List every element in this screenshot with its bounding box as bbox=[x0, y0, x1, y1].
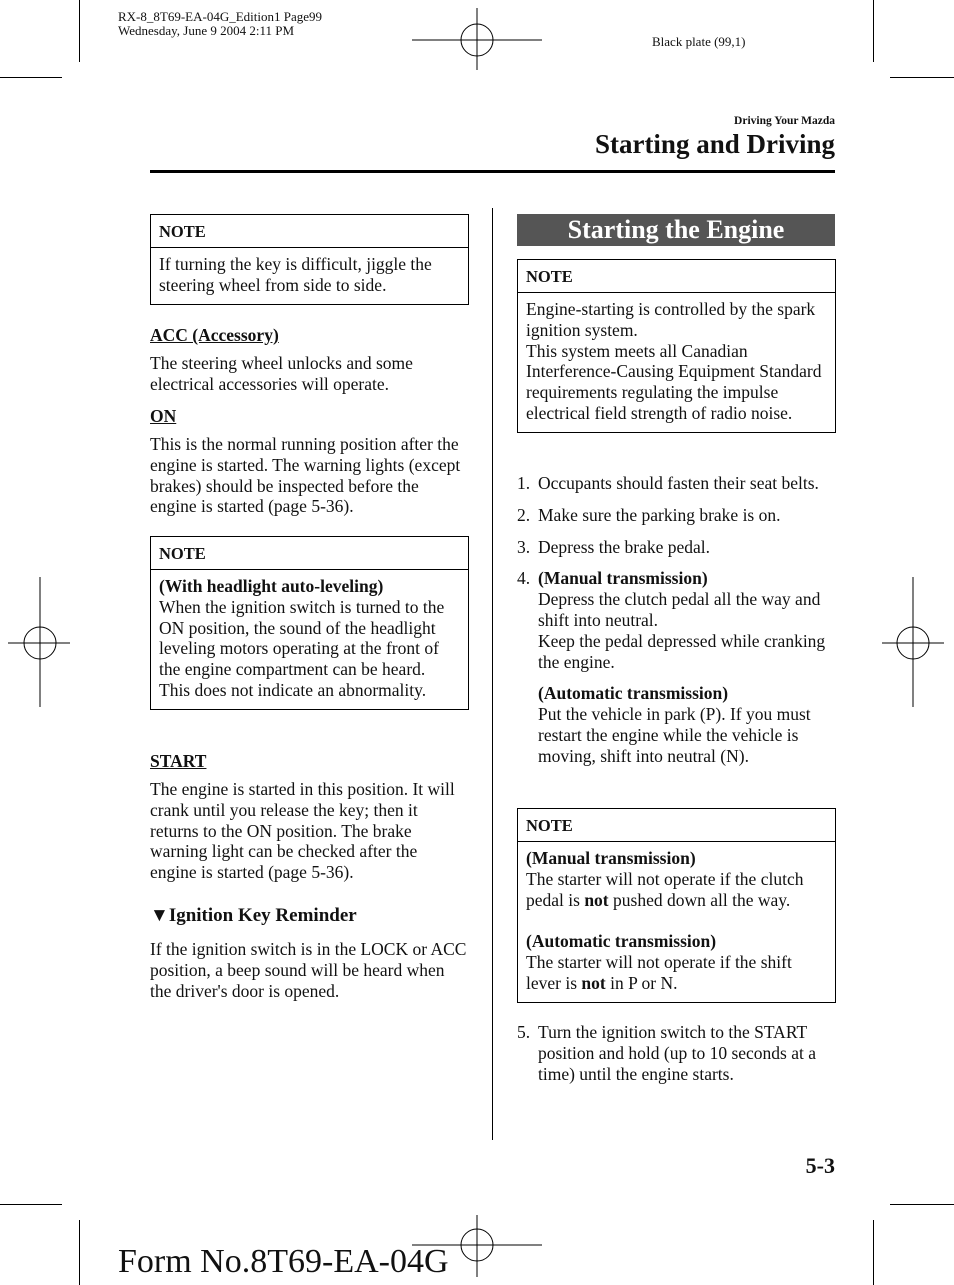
column-divider bbox=[492, 208, 493, 1140]
step-subheading: (Automatic transmission) bbox=[538, 683, 729, 704]
note-heading: NOTE bbox=[151, 537, 468, 570]
list-item bbox=[517, 568, 835, 766]
on-heading: ON bbox=[150, 406, 177, 426]
start-text: The engine is started in this position. It will crank until you release the key; then it returns to the ON position. The brake warning light can be checked after the engine is started (page 5-36). bbox=[150, 779, 455, 883]
note-content bbox=[518, 842, 835, 1002]
note-heading: NOTE bbox=[518, 809, 835, 842]
step-text: Depress the clutch pedal all the way and shift into neutral. Keep the pedal depressed while cranking the engine. bbox=[538, 589, 826, 672]
step-number: 5. bbox=[517, 1022, 531, 1042]
note-heading: NOTE bbox=[151, 215, 468, 248]
crop-mark bbox=[890, 77, 954, 78]
header-rule bbox=[150, 170, 835, 173]
triangle-marker-icon: ▼ bbox=[150, 905, 169, 926]
registration-mark-right bbox=[882, 577, 944, 707]
note-box-key bbox=[150, 214, 469, 305]
print-info-line2: Wednesday, June 9 2004 2:11 PM bbox=[118, 23, 295, 38]
start-heading: START bbox=[150, 751, 207, 771]
step-text: Put the vehicle in park (P). If you must restart the engine while the vehicle is moving, shift into neutral (N). bbox=[538, 704, 811, 766]
step-text: Occupants should fasten their seat belts. bbox=[538, 473, 819, 493]
crop-mark bbox=[873, 1220, 874, 1285]
crop-mark bbox=[79, 1220, 80, 1285]
on-text: This is the normal running position after the engine is started. The warning lights (except brakes) should be inspected before the engine is started (page 5-36). bbox=[150, 434, 461, 517]
reminder-heading: Ignition Key Reminder bbox=[168, 905, 357, 926]
step-text: Make sure the parking brake is on. bbox=[538, 504, 781, 525]
note-text-emphasis: not bbox=[584, 889, 609, 910]
note-subheading: (Manual transmission) bbox=[526, 848, 696, 868]
list-item bbox=[517, 473, 835, 494]
plate-label: Black plate (99,1) bbox=[652, 34, 746, 49]
step-subheading: (Manual transmission) bbox=[538, 568, 708, 589]
note-content bbox=[151, 570, 468, 709]
step-number: 4. bbox=[517, 568, 531, 589]
reminder-heading-row bbox=[150, 905, 357, 927]
note-text-part: The starter will not operate if the clutch pedal is bbox=[526, 868, 804, 910]
note-subheading: (With headlight auto-leveling) bbox=[159, 576, 384, 596]
print-info-line1: RX-8_8T69-EA-04G_Edition1 Page99 bbox=[118, 9, 323, 24]
steps-list bbox=[517, 473, 835, 767]
note-text-part: in P or N. bbox=[605, 972, 678, 993]
note-box-headlight bbox=[150, 536, 469, 710]
step-number: 2. bbox=[517, 504, 531, 525]
note-text-part: The starter will not operate if the shift lever is bbox=[526, 952, 792, 993]
note-box-starter bbox=[517, 808, 836, 1003]
step-number: 3. bbox=[517, 536, 531, 557]
acc-heading: ACC (Accessory) bbox=[150, 325, 279, 345]
list-item bbox=[517, 1022, 835, 1084]
note-subheading: (Automatic transmission) bbox=[526, 931, 717, 952]
note-heading: NOTE bbox=[518, 260, 835, 293]
form-number: Form No.8T69-EA-04G bbox=[118, 1243, 449, 1280]
note-text-emphasis: not bbox=[581, 972, 606, 993]
crop-mark bbox=[0, 1204, 62, 1205]
crop-mark bbox=[79, 0, 80, 62]
step-text: Depress the brake pedal. bbox=[538, 536, 711, 557]
note-text bbox=[526, 952, 827, 994]
note-text bbox=[526, 869, 827, 911]
note-text: If turning the key is difficult, jiggle the steering wheel from side to side. bbox=[159, 254, 432, 295]
print-info bbox=[118, 10, 322, 38]
step-text: Turn the ignition switch to the START position and hold (up to 10 seconds at a time) until the engine starts. bbox=[538, 1022, 817, 1084]
crop-mark bbox=[0, 77, 62, 78]
crop-mark bbox=[873, 0, 874, 62]
steps-list-continued bbox=[517, 1022, 835, 1084]
crop-mark bbox=[890, 1204, 954, 1205]
section-label: Driving Your Mazda bbox=[734, 115, 835, 127]
page-title: Starting and Driving bbox=[594, 129, 835, 159]
step-number: 1. bbox=[517, 473, 531, 493]
note-text: When the ignition switch is turned to the ON position, the sound of the headlight leveling motors operating at the front of the engine compartment can be heard. This does not indicate an abnormality. bbox=[159, 596, 445, 700]
registration-mark-top bbox=[412, 8, 542, 70]
reminder-text: If the ignition switch is in the LOCK or ACC position, a beep sound will be heard when the driver's door is opened. bbox=[150, 939, 467, 1001]
note-text: Engine-starting is controlled by the spark ignition system. This system meets all Canadian Interference-Causing Equipment Standard requirements regulating the impulse electrical field strength of radio noise. bbox=[526, 299, 822, 423]
note-box-ignition bbox=[517, 259, 836, 433]
section-banner: Starting the Engine bbox=[517, 214, 835, 246]
step-content bbox=[538, 568, 835, 766]
page-number: 5-3 bbox=[805, 1153, 835, 1178]
list-item bbox=[517, 505, 835, 526]
note-text-part: pushed down all the way. bbox=[608, 889, 791, 910]
acc-text: The steering wheel unlocks and some electrical accessories will operate. bbox=[150, 353, 413, 394]
registration-mark-left bbox=[8, 577, 70, 707]
list-item bbox=[517, 537, 835, 558]
